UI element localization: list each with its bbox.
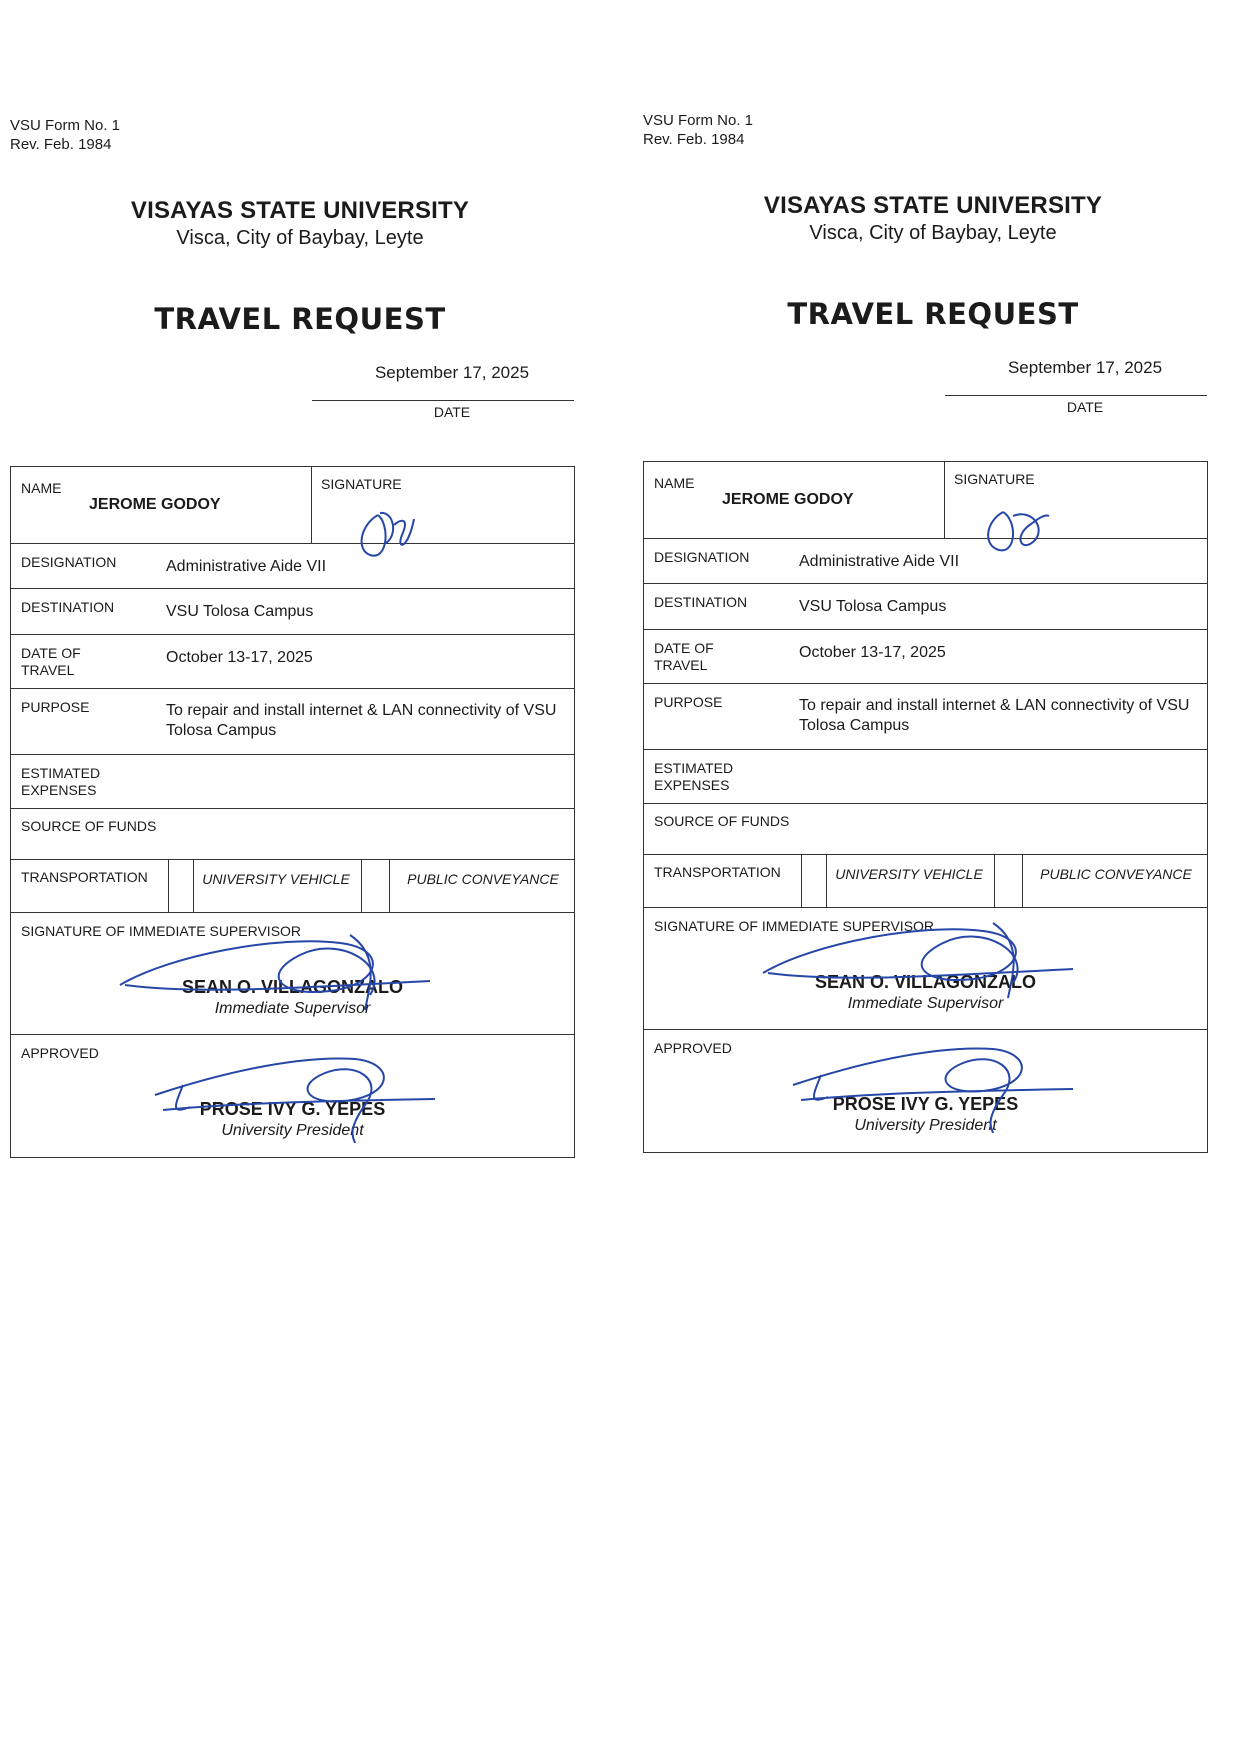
university-name: VISAYAS STATE UNIVERSITY	[130, 197, 470, 224]
supervisor-label: SIGNATURE OF IMMEDIATE SUPERVISOR	[654, 918, 935, 934]
name-label: NAME	[21, 480, 62, 496]
date-label: DATE	[1066, 399, 1104, 415]
form-number-block	[643, 111, 753, 149]
option-university-vehicle: UNIVERSITY VEHICLE	[835, 866, 983, 882]
purpose-value: To repair and install internet & LAN connectivity of VSU Tolosa Campus	[799, 697, 1190, 734]
date-of-travel-label: DATE OF TRAVEL	[21, 645, 81, 678]
approved-label: APPROVED	[654, 1040, 732, 1056]
supervisor-label: SIGNATURE OF IMMEDIATE SUPERVISOR	[21, 923, 302, 939]
column-divider	[826, 855, 827, 907]
purpose-value: To repair and install internet & LAN connectivity of VSU Tolosa Campus	[166, 702, 557, 739]
checkbox-university-vehicle[interactable]	[801, 855, 802, 907]
column-divider	[1022, 855, 1023, 907]
date-of-travel-value: October 13-17, 2025	[166, 649, 313, 666]
university-address: Visca, City of Baybay, Leyte	[809, 222, 1057, 244]
destination-row	[11, 589, 574, 635]
approved-row	[644, 1030, 1207, 1152]
name-value: JEROME GODOY	[89, 496, 221, 513]
supervisor-role: Immediate Supervisor	[214, 1000, 371, 1017]
travel-request-form-left	[10, 0, 585, 1170]
designation-label: DESIGNATION	[654, 549, 750, 565]
form-revision: Rev. Feb. 1984	[643, 131, 745, 148]
estimated-expenses-row	[644, 750, 1207, 804]
destination-label: DESTINATION	[21, 599, 115, 615]
form-revision: Rev. Feb. 1984	[10, 136, 112, 153]
column-divider	[193, 860, 194, 912]
option-public-conveyance: PUBLIC CONVEYANCE	[1040, 866, 1192, 882]
date-of-travel-label: DATE OF TRAVEL	[654, 640, 714, 673]
supervisor-block	[644, 972, 1207, 1013]
university-name: VISAYAS STATE UNIVERSITY	[763, 192, 1103, 219]
university-header	[100, 197, 500, 250]
checkbox-university-vehicle[interactable]	[168, 860, 169, 912]
source-of-funds-row	[644, 804, 1207, 855]
supervisor-block	[11, 977, 574, 1018]
form-number: VSU Form No. 1	[10, 117, 121, 134]
approver-block	[11, 1099, 574, 1140]
source-of-funds-row	[11, 809, 574, 860]
form-title: TRAVEL REQUEST	[787, 297, 1079, 331]
approver-name: PROSE IVY G. YEPES	[832, 1094, 1019, 1114]
supervisor-name: SEAN O. VILLAGONZALO	[181, 977, 403, 997]
date-of-travel-row	[644, 630, 1207, 684]
travel-request-form-right	[643, 0, 1218, 1165]
transportation-label: TRANSPORTATION	[654, 864, 781, 880]
purpose-label: PURPOSE	[654, 694, 723, 710]
transportation-label: TRANSPORTATION	[21, 869, 148, 885]
option-public-conveyance: PUBLIC CONVEYANCE	[407, 871, 559, 887]
date-underline	[312, 400, 574, 401]
designation-row	[644, 539, 1207, 584]
transportation-row	[11, 860, 574, 913]
source-of-funds-label: SOURCE OF FUNDS	[654, 813, 790, 829]
purpose-label: PURPOSE	[21, 699, 90, 715]
designation-value: Administrative Aide VII	[799, 553, 960, 570]
signature-label: SIGNATURE	[321, 476, 402, 492]
option-university-vehicle: UNIVERSITY VEHICLE	[202, 871, 350, 887]
destination-label: DESTINATION	[654, 594, 748, 610]
approver-block	[644, 1094, 1207, 1135]
purpose-row	[644, 684, 1207, 750]
form-number: VSU Form No. 1	[643, 112, 754, 129]
estimated-expenses-label: ESTIMATED EXPENSES	[654, 760, 734, 793]
approver-role: University President	[221, 1122, 364, 1139]
supervisor-row	[11, 913, 574, 1035]
destination-value: VSU Tolosa Campus	[799, 598, 947, 615]
supervisor-role: Immediate Supervisor	[847, 995, 1004, 1012]
column-divider	[311, 467, 312, 543]
column-divider	[944, 462, 945, 538]
name-label: NAME	[654, 475, 695, 491]
signature-label: SIGNATURE	[954, 471, 1035, 487]
destination-value: VSU Tolosa Campus	[166, 603, 314, 620]
designation-label: DESIGNATION	[21, 554, 117, 570]
name-value: JEROME GODOY	[722, 491, 854, 508]
date-label: DATE	[433, 404, 471, 420]
estimated-expenses-row	[11, 755, 574, 809]
estimated-expenses-label: ESTIMATED EXPENSES	[21, 765, 101, 798]
destination-row	[644, 584, 1207, 630]
name-row	[644, 462, 1207, 539]
form-number-block	[10, 116, 120, 154]
university-address: Visca, City of Baybay, Leyte	[176, 227, 424, 249]
name-row	[11, 467, 574, 544]
designation-row	[11, 544, 574, 589]
checkbox-public-conveyance[interactable]	[361, 860, 362, 912]
approver-role: University President	[854, 1117, 997, 1134]
column-divider	[389, 860, 390, 912]
date-underline	[945, 395, 1207, 396]
request-table	[643, 461, 1208, 1153]
form-title: TRAVEL REQUEST	[154, 302, 446, 336]
approved-row	[11, 1035, 574, 1157]
date-value: September 17, 2025	[374, 363, 530, 382]
transportation-row	[644, 855, 1207, 908]
approved-label: APPROVED	[21, 1045, 99, 1061]
university-header	[733, 192, 1133, 245]
supervisor-row	[644, 908, 1207, 1030]
date-of-travel-row	[11, 635, 574, 689]
date-of-travel-value: October 13-17, 2025	[799, 644, 946, 661]
approver-name: PROSE IVY G. YEPES	[199, 1099, 386, 1119]
date-value: September 17, 2025	[1007, 358, 1163, 377]
designation-value: Administrative Aide VII	[166, 558, 327, 575]
checkbox-public-conveyance[interactable]	[994, 855, 995, 907]
request-table	[10, 466, 575, 1158]
purpose-row	[11, 689, 574, 755]
supervisor-name: SEAN O. VILLAGONZALO	[814, 972, 1036, 992]
source-of-funds-label: SOURCE OF FUNDS	[21, 818, 157, 834]
